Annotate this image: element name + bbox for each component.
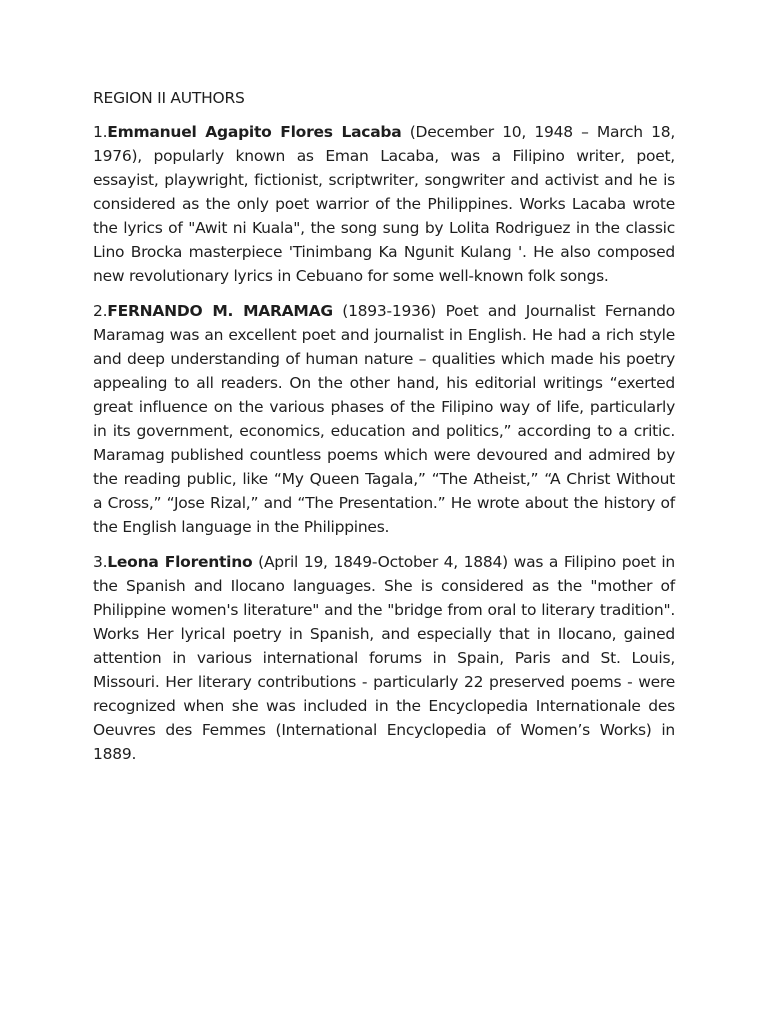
author-entry-lacaba <box>93 120 675 288</box>
document-heading: REGION II AUTHORS <box>93 89 245 107</box>
author-entry-florentino <box>93 550 675 766</box>
author-entry-maramag <box>93 299 675 539</box>
author-bio-maramag: (1893-1936) Poet and Journalist Fernando Maramag was an excellent poet and journalist in English. He had a rich style and deep understanding of human nature – qualities which made his poetry appealing to all readers. On the other hand, his editorial writings “exerted great influence on the various phases of the Filipino way of life, particularly in its government, economics, education and politics,” according to a critic. Maramag published countless poems which were devoured and admired by the reading public, like “My Queen Tagala,” “The Atheist,” “A Christ Without a Cross,” “Jose Rizal,” and “The Presentation.” He wrote about the history of the English language in the Philippines. <box>93 302 675 536</box>
document-page <box>93 86 675 777</box>
author-name-florentino: Leona Florentino <box>107 553 253 571</box>
entry-number: 1. <box>93 123 108 141</box>
author-bio-lacaba: (December 10, 1948 – March 18, 1976), popularly known as Eman Lacaba, was a Filipino writer, poet, essayist, playwright, fictionist, scriptwriter, songwriter and activist and he is considered as the only poet warrior of the Philippines. Works Lacaba wrote the lyrics of "Awit ni Kuala", the song sung by Lolita Rodriguez in the classic Lino Brocka masterpiece 'Tinimbang Ka Ngunit Kulang '. He also composed new revolutionary lyrics in Cebuano for some well-known folk songs. <box>93 123 675 285</box>
author-name-lacaba: Emmanuel Agapito Flores Lacaba <box>107 123 402 141</box>
author-name-maramag: FERNANDO M. MARAMAG <box>107 302 333 320</box>
entry-number: 2. <box>93 302 108 320</box>
author-bio-florentino: (April 19, 1849-October 4, 1884) was a Filipino poet in the Spanish and Ilocano languages. She is considered as the "mother of Philippine women's literature" and the "bridge from oral to literary tradition". Works Her lyrical poetry in Spanish, and especially that in Ilocano, gained attention in various international forums in Spain, Paris and St. Louis, Missouri. Her literary contributions - particularly 22 preserved poems - were recognized when she was included in the Encyclopedia Internationale des Oeuvres des Femmes (International Encyclopedia of Women’s Works) in 1889. <box>93 553 675 763</box>
entry-number: 3. <box>93 553 108 571</box>
